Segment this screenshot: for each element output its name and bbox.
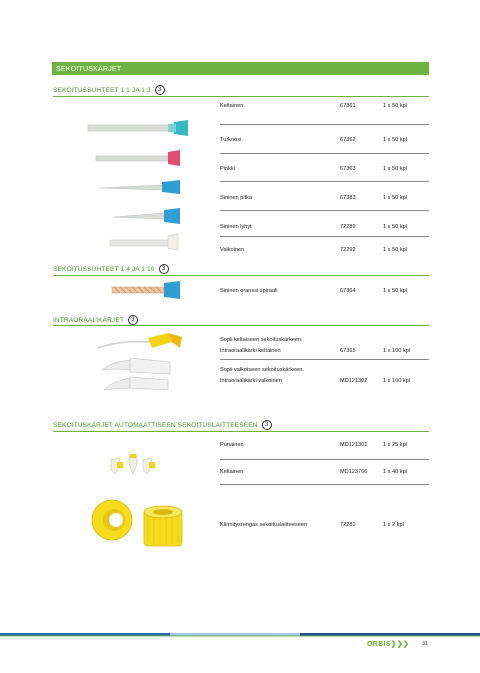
table-row: [220, 442, 429, 450]
row-divider: [220, 459, 429, 460]
section-title-text: SEKOITUSKÄRJET AUTOMAATTISEEN SEKOITUSLAITTEESEEN: [53, 421, 258, 429]
product-note: Sopii keltaiseen sekoituskärkeen.: [220, 337, 303, 343]
page-number: 31: [422, 641, 429, 647]
section-rule: [53, 96, 429, 97]
ring-image-front: [144, 506, 182, 546]
product-name: Keltainen: [220, 469, 244, 475]
product-qty: 1 x 50 kpl: [383, 195, 407, 201]
table-row: [220, 288, 429, 296]
product-code: 72289: [340, 224, 356, 230]
badge-icon: 3: [262, 420, 272, 430]
section-title-1: [53, 85, 165, 95]
table-row: [220, 378, 429, 386]
note-row: [220, 337, 429, 345]
tip-image-blue-short: [114, 208, 180, 224]
product-code: MD121302: [340, 378, 368, 384]
product-qty: 1 x 100 kpl: [383, 348, 411, 354]
tip-image-white: [110, 234, 178, 250]
tip-image-spiral: [110, 280, 185, 302]
product-code: 67364: [340, 288, 356, 294]
section-rule: [53, 325, 429, 326]
product-name: Pinkki: [220, 166, 235, 172]
product-qty: 1 x 50 kpl: [383, 166, 407, 172]
row-divider: [220, 181, 429, 182]
product-qty: 1 x 50 kpl: [383, 103, 407, 109]
product-qty: 1 x 50 kpl: [383, 247, 407, 253]
section-title-text: INTRAORAALIKÄRJET: [53, 316, 124, 324]
product-name: Sininen oranssi spiraali: [220, 288, 278, 294]
product-code: 72282: [340, 522, 356, 528]
intraoral-tip-images: [90, 328, 190, 400]
section-rule: [53, 431, 429, 432]
row-divider: [220, 153, 429, 154]
section-title-3: [53, 315, 138, 325]
product-name: Sininen lyhyt: [220, 224, 252, 230]
row-divider: [220, 236, 429, 237]
section-title-text: SEKOITUSSUHTEET 1:4 JA 1:10: [53, 265, 155, 273]
chevrons-icon: ❯❯❯: [390, 641, 410, 648]
product-qty: 1 x 25 kpl: [383, 442, 407, 448]
product-name: Intraoraalikärki keltainen: [220, 348, 281, 354]
product-name: Turkoosi: [220, 137, 242, 143]
product-code: 67365: [340, 348, 356, 354]
product-code: 67361: [340, 103, 356, 109]
logo-text: ORBIS: [367, 641, 391, 648]
badge-icon: 3: [128, 315, 138, 325]
header-banner: SEKOITUSKÄRJET: [52, 62, 429, 75]
table-row: [220, 166, 429, 174]
product-code: MD123766: [340, 469, 368, 475]
tip-image-teal: [88, 120, 188, 136]
product-qty: 1 x 50 kpl: [383, 288, 407, 294]
table-row: [220, 348, 429, 356]
product-name: Punainen: [220, 442, 244, 448]
product-qty: 1 x 40 kpl: [383, 469, 407, 475]
table-row: [220, 137, 429, 145]
product-code: 67363: [340, 166, 356, 172]
tip-image-blue-long: [100, 180, 180, 194]
product-code: 67362: [340, 137, 356, 143]
row-divider: [220, 124, 429, 125]
mounting-ring-image: [88, 492, 188, 550]
product-name: Kiinnitysrengas sekoituslaitteeseen: [220, 522, 308, 528]
product-qty: 1 x 100 kpl: [383, 378, 411, 384]
product-qty: 1 x 50 kpl: [383, 137, 407, 143]
note-row: [220, 367, 429, 375]
tip-image-pink: [96, 150, 180, 166]
product-qty: 1 x 2 kpl: [383, 522, 404, 528]
product-images-mixing-tips: [80, 112, 200, 262]
table-row: [220, 103, 429, 111]
table-row: [220, 224, 429, 232]
section-title-2: [53, 264, 169, 274]
product-code: 72292: [340, 247, 356, 253]
row-divider: [220, 484, 429, 485]
product-note: Sopii valkoiseen sekoituskärkeen.: [220, 367, 304, 373]
badge-icon: 3: [159, 264, 169, 274]
orbis-logo: [367, 640, 409, 648]
section-title-text: SEKOITUSSUHTEET 1:1 JA 1:3: [53, 86, 151, 94]
row-divider: [220, 359, 429, 360]
footer-stripes: [0, 631, 480, 639]
product-name: Keltainen: [220, 103, 244, 109]
table-row: [220, 469, 429, 477]
product-code: MD121301: [340, 442, 368, 448]
product-qty: 1 x 50 kpl: [383, 224, 407, 230]
intraoral-tip-white: [102, 358, 170, 390]
section-rule: [53, 275, 429, 276]
ring-image-side: [92, 500, 132, 540]
section-title-4: [53, 420, 272, 430]
product-name: Valkoinen: [220, 247, 245, 253]
table-row: [220, 522, 429, 530]
product-name: Sininen pitkä: [220, 195, 253, 201]
product-code: 67383: [340, 195, 356, 201]
automatic-tips-image: [105, 452, 165, 480]
intraoral-tip-yellow: [98, 333, 182, 348]
row-divider: [220, 210, 429, 211]
product-name: Intraoraalikärki valkoinen: [220, 378, 282, 384]
badge-icon: 3: [155, 85, 165, 95]
table-row: [220, 195, 429, 203]
table-row: [220, 247, 429, 255]
